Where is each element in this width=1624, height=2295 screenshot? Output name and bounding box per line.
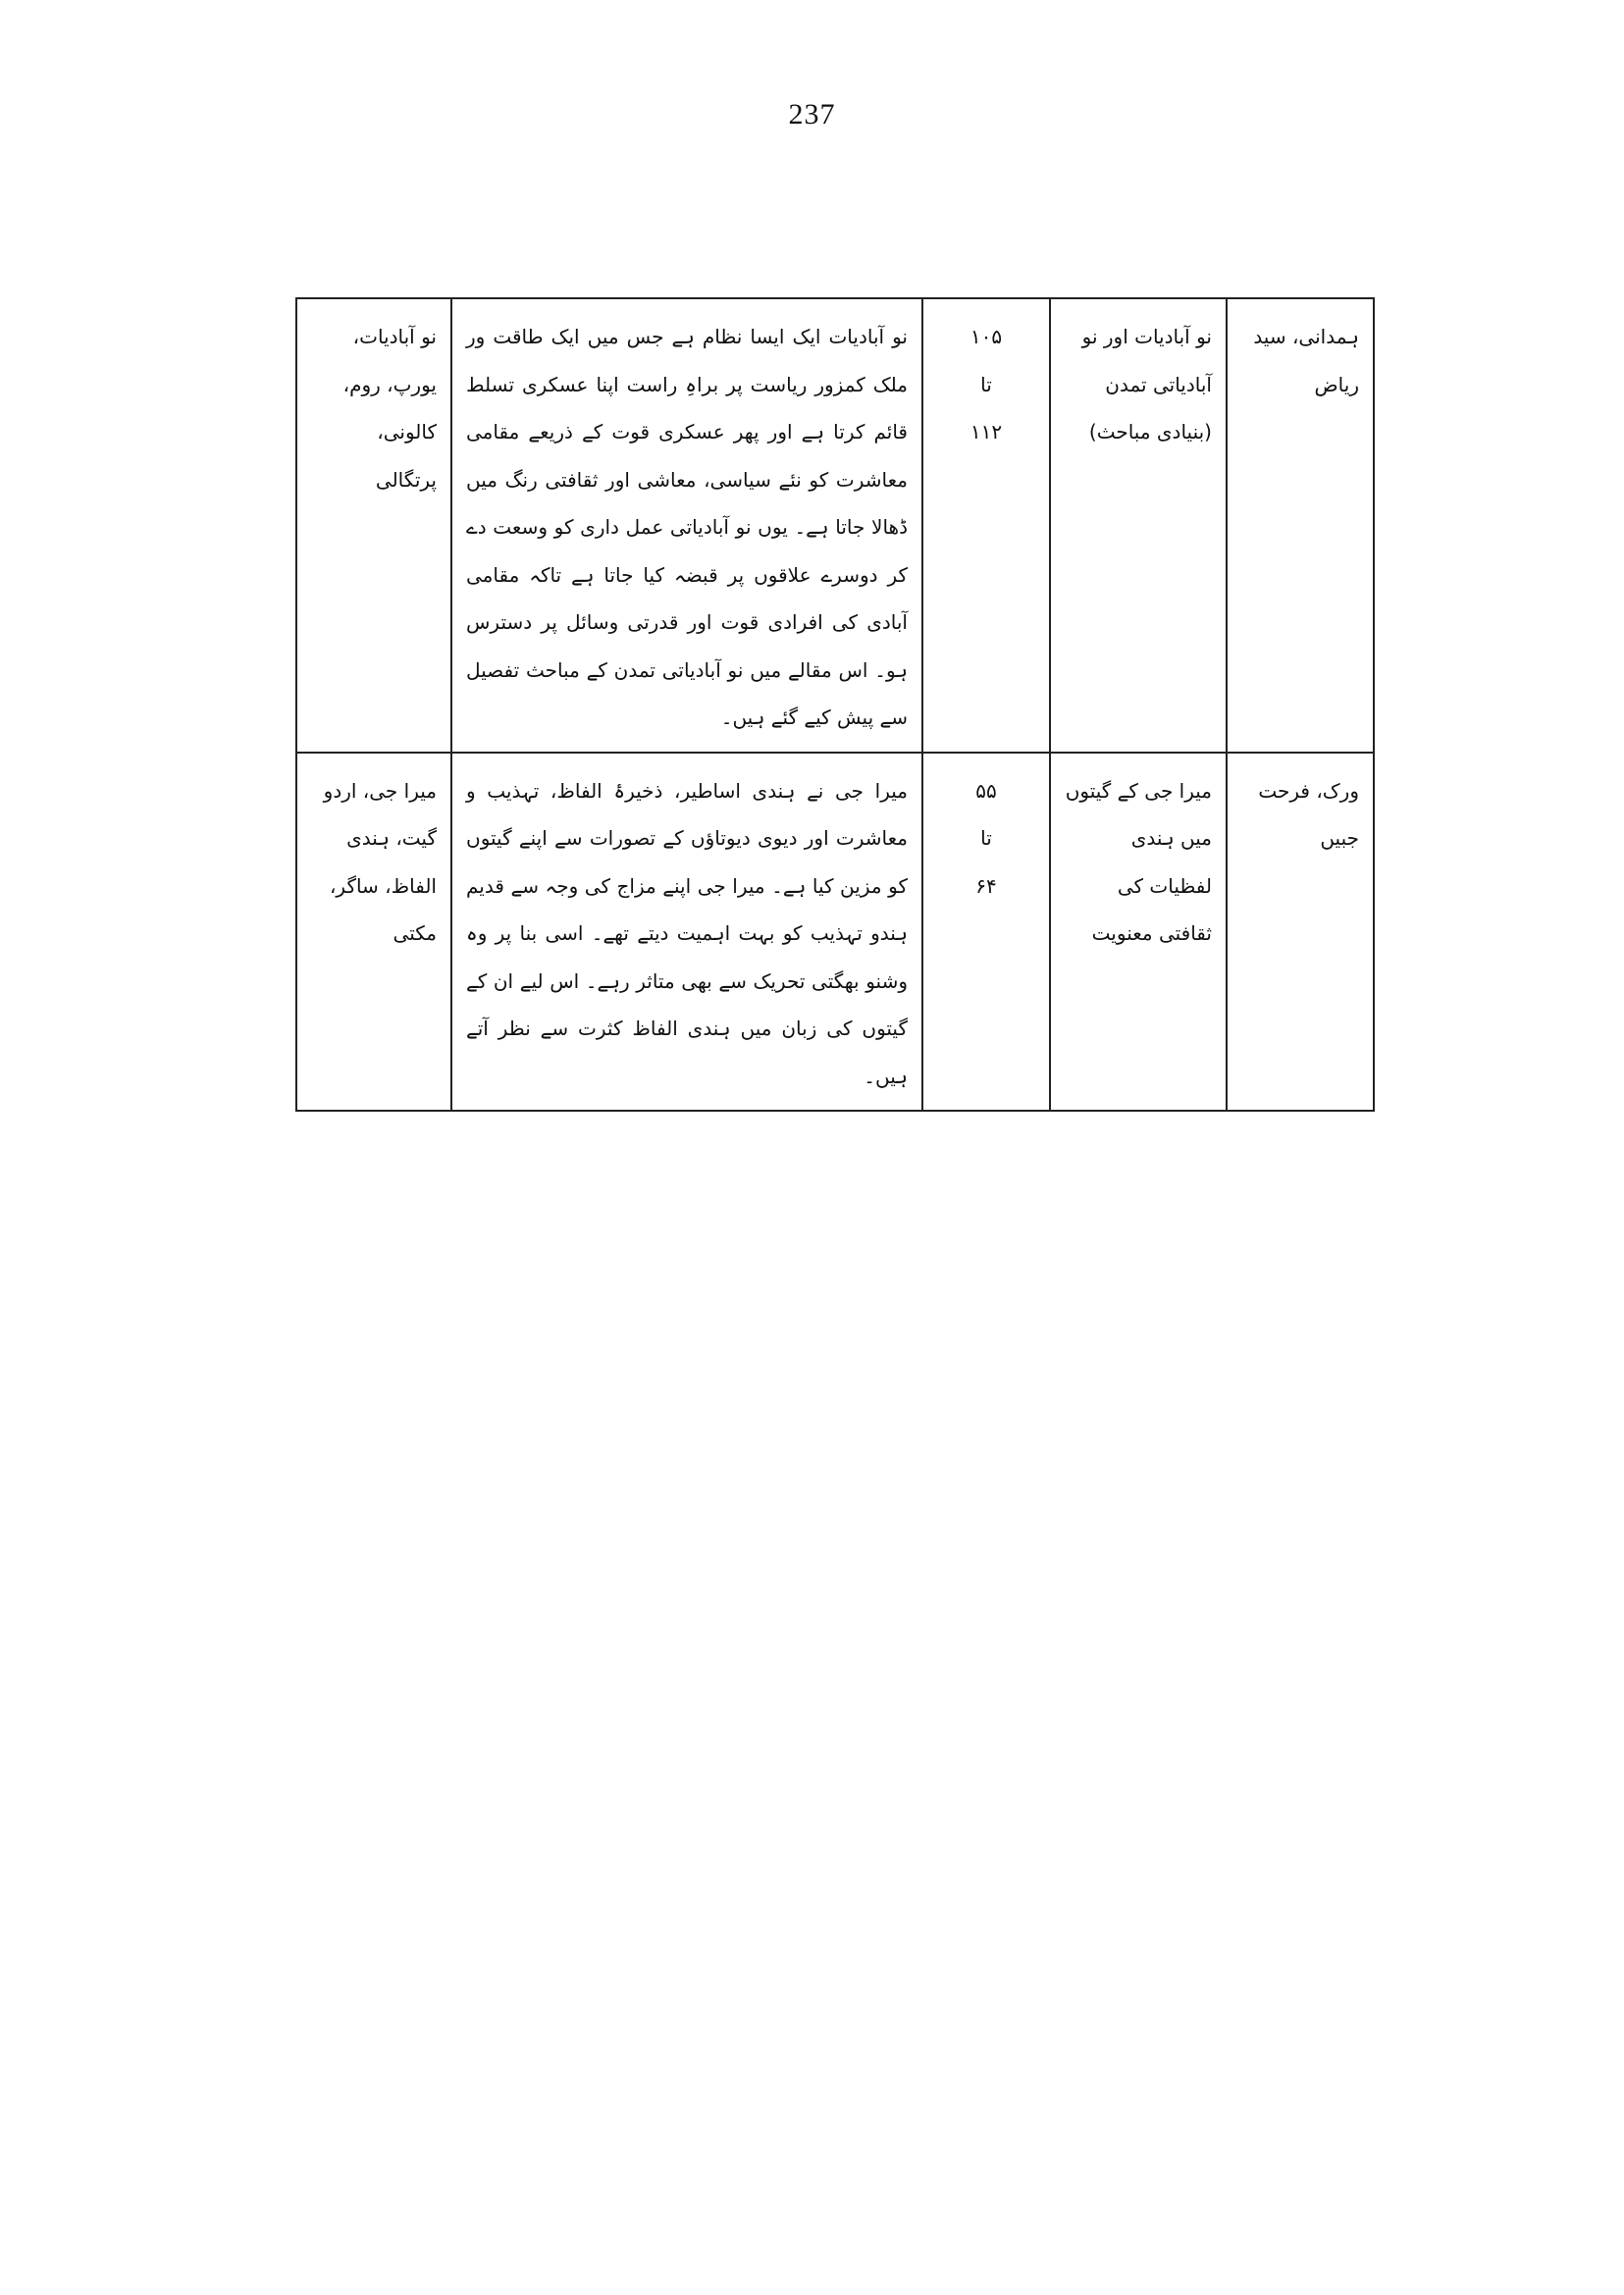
page-range-separator: تا	[980, 372, 992, 396]
page-to: ۶۴	[975, 873, 997, 898]
author-cell: ورک، فرحت جبیں	[1227, 753, 1374, 1112]
abstract-cell: نو آبادیات ایک ایسا نظام ہے جس میں ایک طاقت ور ملک کمزور ریاست پر براہِ راست اپنا عسکری تسلط قائم کرتا ہے اور پھر عسکری قوت کے ذریعے مقامی معاشرت کو نئے سیاسی، معاشی اور ثقافتی رنگ میں ڈھالا جاتا ہے۔ یوں نو آبادیاتی عمل داری کو وسعت دے کر دوسرے علاقوں پر قبضہ کیا جاتا ہے تاکہ مقامی آبادی کی افرادی قوت اور قدرتی وسائل پر دسترس ہو۔ اس مقالے میں نو آبادیاتی تمدن کے مباحث تفصیل سے پیش کیے گئے ہیں۔	[451, 298, 922, 753]
page-to: ۱۱۲	[969, 420, 1003, 443]
keywords-cell: میرا جی، اردو گیت، ہندی الفاظ، ساگر، مکتی	[296, 753, 451, 1112]
bibliography-table	[295, 297, 1375, 1112]
table-row	[296, 753, 1374, 1112]
author-cell: ہمدانی، سید ریاض	[1227, 298, 1374, 753]
title-cell: میرا جی کے گیتوں میں ہندی لفظیات کی ثقافتی معنویت	[1050, 753, 1227, 1112]
page-number: 237	[788, 98, 836, 130]
table-row	[296, 298, 1374, 753]
page-range-cell	[922, 753, 1050, 1112]
keywords-cell: نو آبادیات، یورپ، روم، کالونی، پرتگالی	[296, 298, 451, 753]
page-from: ۵۵	[975, 778, 997, 803]
abstract-cell: میرا جی نے ہندی اساطیر، ذخیرۂ الفاظ، تہذیب و معاشرت اور دیوی دیوتاؤں کے تصورات سے اپنے گیتوں کو مزین کیا ہے۔ میرا جی اپنے مزاج کی وجہ سے قدیم ہندو تہذیب کو بہت اہمیت دیتے تھے۔ اسی بنا پر وہ وشنو بھگتی تحریک سے بھی متاثر رہے۔ اس لیے ان کے گیتوں کی زبان میں ہندی الفاظ کثرت سے نظر آتے ہیں۔	[451, 753, 922, 1112]
page-range-separator: تا	[980, 826, 992, 850]
page-from: ۱۰۵	[969, 325, 1003, 348]
title-cell: نو آبادیات اور نو آبادیاتی تمدن (بنیادی مباحث)	[1050, 298, 1227, 753]
page-range-cell	[922, 298, 1050, 753]
